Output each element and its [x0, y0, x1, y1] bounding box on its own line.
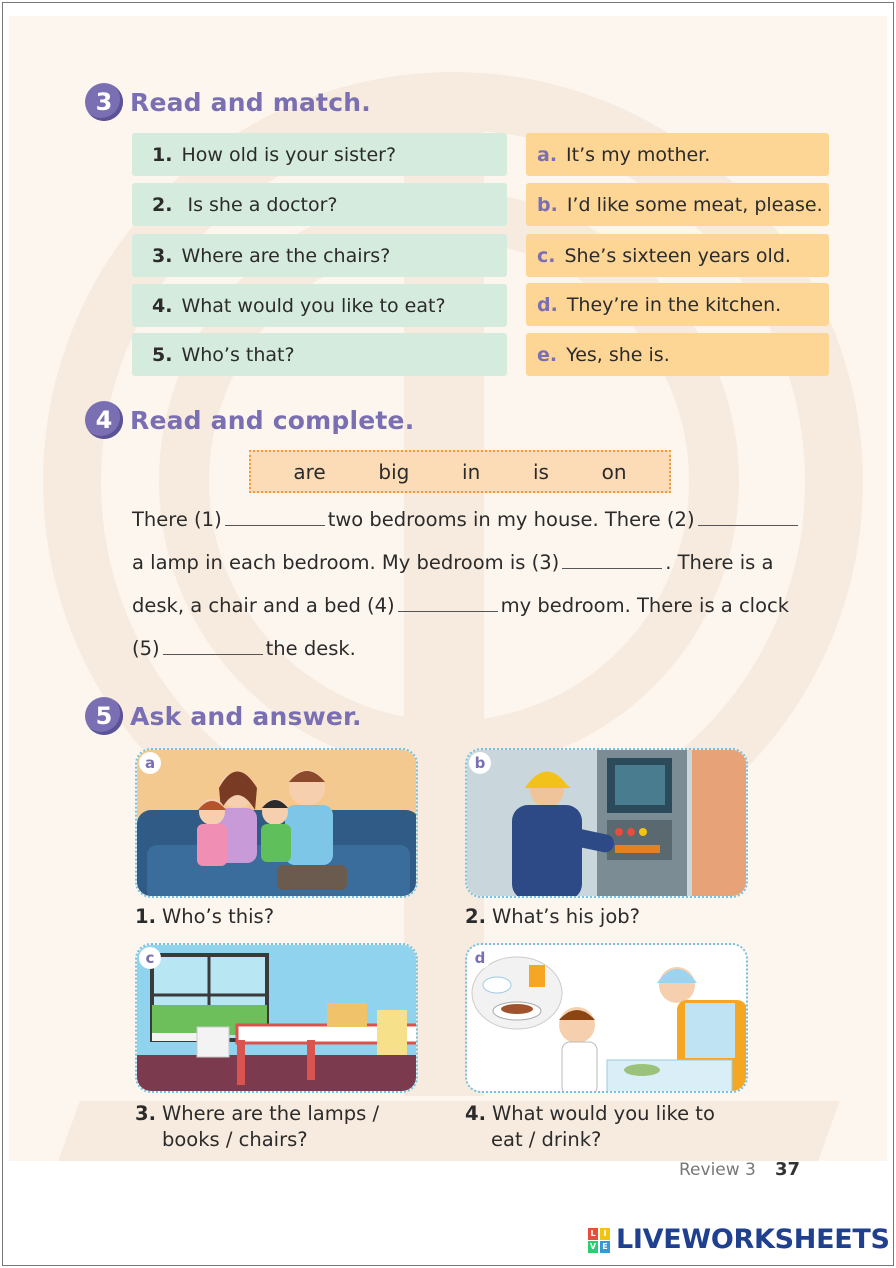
question-text: Who’s that?: [181, 343, 295, 366]
answer-letter: b.: [537, 193, 558, 216]
paragraph-text: There (1): [132, 508, 222, 531]
question-3[interactable]: [132, 234, 507, 277]
question-text: Where are the chairs?: [181, 244, 391, 267]
answer-e[interactable]: [526, 333, 829, 376]
answer-text: She’s sixteen years old.: [564, 244, 791, 267]
liveworksheets-logo-icon: L I V E: [588, 1226, 612, 1254]
caption-text-line2: books / chairs?: [162, 1128, 308, 1151]
word-bank-item: is: [532, 459, 549, 484]
paragraph-line-4: [132, 637, 356, 660]
caption-2: [465, 904, 640, 930]
word-bank: [249, 450, 671, 493]
answer-d[interactable]: [526, 283, 829, 326]
caption-1: [135, 904, 274, 930]
word-bank-item: on: [601, 459, 627, 484]
answer-text: Yes, she is.: [566, 343, 670, 366]
answer-letter: e.: [537, 343, 558, 366]
question-5[interactable]: [132, 333, 507, 376]
blank-2[interactable]: [698, 525, 798, 526]
paragraph-line-3: [132, 594, 789, 617]
word-bank-item: big: [378, 459, 410, 484]
brand-name: LIVEWORKSHEETS: [616, 1224, 890, 1255]
section-3-heading: [85, 83, 371, 121]
paragraph-text: a lamp in each bedroom. My bedroom is (3): [132, 551, 560, 574]
question-number: 4.: [152, 294, 173, 317]
worker-illustration: [467, 750, 748, 898]
question-2[interactable]: [132, 183, 507, 226]
section-title: Read and complete.: [130, 405, 415, 435]
page-number: 37: [775, 1159, 801, 1180]
question-text: Is she a doctor?: [181, 193, 338, 216]
blank-3[interactable]: [562, 568, 662, 569]
canteen-illustration: [467, 945, 748, 1093]
caption-text-line2: eat / drink?: [491, 1128, 602, 1151]
caption-text: What’s his job?: [491, 905, 640, 928]
caption-text: Who’s this?: [161, 905, 275, 928]
caption-number: 3.: [135, 1102, 156, 1125]
blank-5[interactable]: [163, 654, 263, 655]
question-number: 2.: [152, 193, 173, 216]
paragraph-text: desk, a chair and a bed (4): [132, 594, 395, 617]
paragraph-text: my bedroom. There is a clock: [500, 594, 790, 617]
picture-d-canteen: [465, 943, 748, 1093]
paragraph-text: the desk.: [265, 637, 356, 660]
section-title: Ask and answer.: [130, 701, 362, 731]
question-text: How old is your sister?: [181, 143, 397, 166]
answer-letter: c.: [537, 244, 556, 267]
answer-b[interactable]: [526, 183, 829, 226]
family-illustration: [137, 750, 418, 898]
picture-letter: a: [139, 752, 161, 774]
blank-1[interactable]: [225, 525, 325, 526]
answer-c[interactable]: [526, 234, 829, 277]
question-text: What would you like to eat?: [181, 294, 446, 317]
caption-3: [135, 1101, 379, 1153]
footer-unit: Review 3: [679, 1160, 756, 1180]
answer-letter: a.: [537, 143, 558, 166]
picture-c-bedroom: [135, 943, 418, 1093]
bedroom-illustration: [137, 945, 418, 1093]
picture-letter: d: [469, 947, 491, 969]
caption-4: [465, 1101, 715, 1153]
picture-b-worker: [465, 748, 748, 898]
liveworksheets-brand[interactable]: [588, 1224, 890, 1255]
section-title: Read and match.: [130, 87, 371, 117]
section-4-heading: [85, 401, 414, 439]
caption-text: What would you like to: [491, 1102, 715, 1125]
caption-text: Where are the lamps /: [161, 1102, 380, 1125]
paragraph-text: . There is a: [665, 551, 774, 574]
section-5-heading: [85, 697, 362, 735]
section-number-badge: 3: [85, 83, 123, 121]
answer-letter: d.: [537, 293, 558, 316]
paragraph-line-2: [132, 551, 773, 574]
paragraph-line-1: [132, 508, 801, 531]
section-number-badge: 4: [85, 401, 123, 439]
picture-letter: b: [469, 752, 491, 774]
word-bank-item: in: [462, 459, 481, 484]
answer-a[interactable]: [526, 133, 829, 176]
caption-number: 2.: [465, 905, 486, 928]
question-4[interactable]: [132, 284, 507, 327]
question-number: 3.: [152, 244, 173, 267]
answer-text: I’d like some meat, please.: [566, 193, 823, 216]
paragraph-text: two bedrooms in my house. There (2): [327, 508, 695, 531]
section-number-badge: 5: [85, 697, 123, 735]
caption-number: 4.: [465, 1102, 486, 1125]
caption-number: 1.: [135, 905, 156, 928]
picture-a-family: [135, 748, 418, 898]
question-1[interactable]: [132, 133, 507, 176]
blank-4[interactable]: [398, 611, 498, 612]
picture-letter: c: [139, 947, 161, 969]
answer-text: It’s my mother.: [566, 143, 711, 166]
question-number: 1.: [152, 143, 173, 166]
paragraph-text: (5): [132, 637, 160, 660]
answer-text: They’re in the kitchen.: [566, 293, 782, 316]
question-number: 5.: [152, 343, 173, 366]
word-bank-item: are: [293, 459, 326, 484]
